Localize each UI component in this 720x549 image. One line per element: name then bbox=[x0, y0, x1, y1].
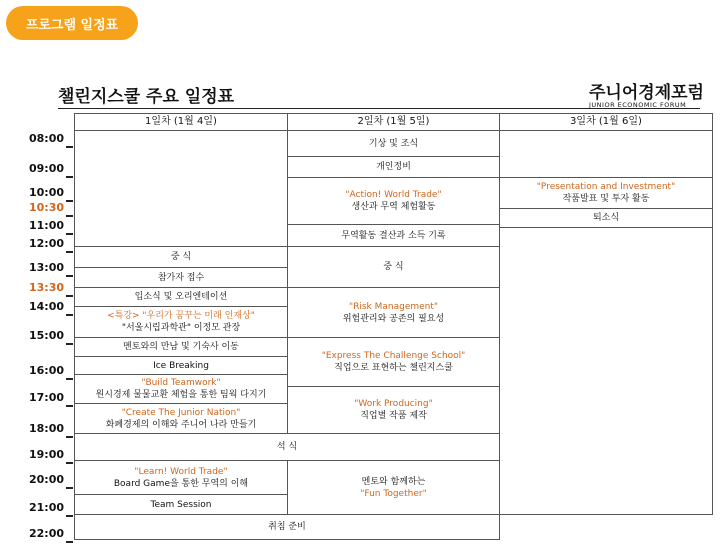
day1-registration-label: 참가자 접수 bbox=[157, 272, 205, 283]
time-label: 22:00 bbox=[28, 527, 64, 540]
team-session-label: Team Session bbox=[150, 499, 212, 510]
day2-settlement bbox=[287, 224, 500, 247]
time-label: 15:00 bbox=[28, 329, 64, 342]
time-label: 17:00 bbox=[28, 391, 64, 404]
page-title: 챌린지스쿨 주요 일정표 bbox=[58, 87, 235, 107]
time-tick bbox=[66, 233, 73, 235]
day2-personal-prep bbox=[287, 156, 500, 178]
dinner-row bbox=[74, 433, 500, 461]
day3-presentation bbox=[499, 177, 713, 209]
time-label: 10:30 bbox=[28, 201, 64, 214]
time-tick bbox=[66, 251, 73, 253]
day2-action-world-trade bbox=[287, 177, 500, 225]
day1-empty-morning bbox=[74, 130, 288, 247]
time-label: 19:00 bbox=[28, 448, 64, 461]
create-nation-title: "Create The Junior Nation" bbox=[121, 407, 241, 418]
work-title: "Work Producing" bbox=[354, 399, 433, 409]
time-tick bbox=[66, 343, 73, 345]
time-label: 14:00 bbox=[28, 300, 64, 313]
presentation-title: "Presentation and Investment" bbox=[536, 182, 676, 192]
fun-line1: 멘토와 함께하는 bbox=[361, 476, 426, 487]
action-trade-title: "Action! World Trade" bbox=[345, 190, 442, 200]
day1-registration bbox=[74, 267, 288, 288]
work-desc: 직업별 작품 제작 bbox=[360, 411, 427, 421]
time-tick bbox=[66, 405, 73, 407]
time-tick bbox=[66, 541, 73, 543]
time-tick bbox=[66, 200, 73, 202]
time-label: 10:00 bbox=[28, 186, 64, 199]
mentor-meeting-label: 멘토와의 만남 및 기숙사 이동 bbox=[123, 342, 239, 352]
wakeup-label: 기상 및 조식 bbox=[368, 138, 419, 149]
special-lecture-title: <특강> "우리가 꿈꾸는 미래 인재상" bbox=[107, 311, 255, 321]
ice-breaking-label: Ice Breaking bbox=[153, 360, 209, 371]
build-teamwork-title: "Build Teamwork" bbox=[141, 378, 221, 388]
checkout-label: 퇴소식 bbox=[592, 213, 620, 223]
time-tick bbox=[66, 515, 73, 517]
header-day3: 3일차 (1월 6일) bbox=[499, 113, 713, 131]
time-tick bbox=[66, 436, 73, 438]
settlement-label: 무역활동 결산과 소득 기록 bbox=[341, 230, 446, 241]
day1-ice-breaking bbox=[74, 356, 288, 375]
sleep-label: 취침 준비 bbox=[268, 522, 306, 532]
time-tick bbox=[66, 462, 73, 464]
presentation-desc: 작품발표 및 투자 활동 bbox=[562, 194, 650, 204]
day1-orientation bbox=[74, 287, 288, 307]
time-label: 13:00 bbox=[28, 261, 64, 274]
dinner-label: 석 식 bbox=[276, 442, 298, 452]
create-nation-desc: 화폐경제의 이해와 주니어 나라 만들기 bbox=[105, 419, 257, 430]
day1-special-lecture bbox=[74, 306, 288, 338]
day1-orientation-label: 입소식 및 오리엔테이션 bbox=[134, 292, 228, 302]
day3-checkout bbox=[499, 208, 713, 228]
sleep-prep-row bbox=[74, 514, 500, 540]
time-tick bbox=[66, 215, 73, 217]
action-trade-desc: 생산과 무역 체험활동 bbox=[351, 202, 436, 212]
time-label: 18:00 bbox=[28, 422, 64, 435]
time-tick bbox=[66, 275, 73, 277]
day1-build-teamwork bbox=[74, 374, 288, 404]
header-day1: 1일차 (1월 4일) bbox=[74, 113, 288, 131]
day3-empty-morning bbox=[499, 130, 713, 178]
schedule-table bbox=[74, 113, 676, 540]
day1-lunch bbox=[74, 246, 288, 268]
day3-empty-rest bbox=[499, 227, 713, 515]
time-label: 16:00 bbox=[28, 364, 64, 377]
day1-create-junior-nation bbox=[74, 403, 288, 434]
time-tick bbox=[66, 378, 73, 380]
time-label: 08:00 bbox=[28, 132, 64, 145]
time-tick bbox=[66, 314, 73, 316]
personal-prep-label: 개인정비 bbox=[376, 162, 411, 172]
day1-learn-world-trade bbox=[74, 460, 288, 495]
risk-title: "Risk Management" bbox=[348, 301, 439, 312]
fun-title: "Fun Together" bbox=[360, 488, 427, 499]
time-label: 13:30 bbox=[28, 281, 64, 294]
time-label: 20:00 bbox=[28, 473, 64, 486]
logo-english: JUNIOR ECONOMIC FORUM bbox=[589, 101, 687, 109]
header-day2: 2일차 (1월 5일) bbox=[287, 113, 500, 131]
express-title: "Express The Challenge School" bbox=[321, 351, 466, 361]
day1-team-session bbox=[74, 494, 288, 515]
time-label: 11:00 bbox=[28, 219, 64, 232]
day2-express-challenge bbox=[287, 337, 500, 387]
risk-desc: 위험관리와 공존의 필요성 bbox=[342, 313, 445, 324]
learn-trade-desc: Board Game을 통한 무역의 이해 bbox=[113, 478, 249, 489]
program-schedule-badge[interactable]: 프로그램 일정표 bbox=[6, 6, 138, 40]
time-label: 09:00 bbox=[28, 162, 64, 175]
day2-wakeup bbox=[287, 130, 500, 157]
day2-lunch bbox=[287, 246, 500, 288]
day2-risk-management bbox=[287, 287, 500, 338]
time-label: 12:00 bbox=[28, 237, 64, 250]
day2-lunch-label: 중 식 bbox=[383, 262, 404, 272]
time-tick bbox=[66, 146, 73, 148]
special-lecture-speaker: "서울시립과학관" 이정모 관장 bbox=[121, 323, 241, 333]
title-divider bbox=[58, 108, 700, 109]
time-tick bbox=[66, 487, 73, 489]
time-tick bbox=[66, 176, 73, 178]
day2-fun-together bbox=[287, 460, 500, 515]
build-teamwork-desc: 원시경제 물물교환 체험을 통한 팀웍 다지기 bbox=[95, 390, 267, 400]
learn-trade-title: "Learn! World Trade" bbox=[134, 466, 228, 477]
time-tick bbox=[66, 295, 73, 297]
day1-lunch-label: 중 식 bbox=[170, 252, 192, 262]
time-label: 21:00 bbox=[28, 501, 64, 514]
express-desc: 직업으로 표현하는 챌린지스쿨 bbox=[334, 363, 453, 373]
day2-work-producing bbox=[287, 386, 500, 434]
day1-mentor-meeting bbox=[74, 337, 288, 357]
logo-korean: 주니어경제포럼 bbox=[589, 83, 704, 103]
logo bbox=[589, 78, 709, 109]
